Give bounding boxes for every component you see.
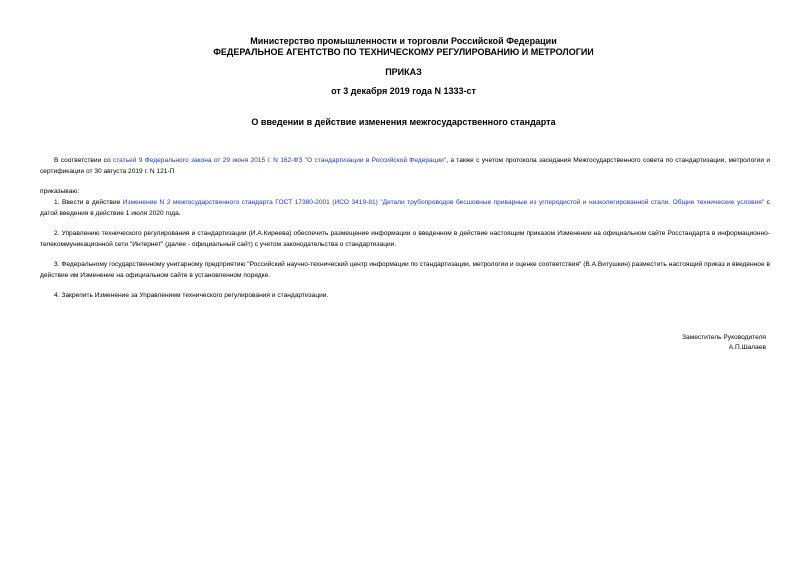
item-1-prefix: 1. Ввести в действие (54, 199, 123, 206)
document-type: ПРИКАЗ (385, 67, 422, 77)
preamble-text-after: , а также с учетом протокола заседания Межгосударственного совета по стандартизации, метрологии и сертификации от 30 августа 2019 г. N 121-П (40, 157, 770, 175)
item-1-paragraph (40, 198, 770, 219)
preamble-text-before: В соответствии со (54, 157, 113, 164)
order-word: приказываю: (40, 188, 80, 195)
standard-amendment-link[interactable]: Изменение N 2 межгосударственного стандарта ГОСТ 17380-2001 (ИСО 3419-81) "Детали трубопроводов бесшовные приварные из углеродистой и низколегированной стали. Общие технические условия" (122, 199, 765, 206)
item-3-paragraph (40, 260, 770, 281)
signatory-name: А.П.Шалаев (728, 344, 766, 351)
item-1-suffix: с датой введения в действие 1 июля 2020 года. (40, 199, 770, 217)
item-4-paragraph (40, 291, 770, 302)
item-3-text: 3. Федеральному государственному унитарному предприятию "Российский научно-технический центр информации по стандартизации, метрологии и оценке соответствия" (В.А.Витушкин) разместить настоящий приказ и введенное в действие им Изменение на официальном сайте в установленном порядке. (40, 261, 770, 279)
item-4-text: 4. Закрепить Изменение за Управлением технического регулирования и стандартизации. (54, 292, 329, 299)
document-title: О введении в действие изменения межгосударственного стандарта (251, 117, 556, 127)
agency-heading: ФЕДЕРАЛЬНОЕ АГЕНТСТВО ПО ТЕХНИЧЕСКОМУ РЕГУЛИРОВАНИЮ И МЕТРОЛОГИИ (213, 47, 594, 57)
federal-law-link[interactable]: статьей 9 Федерального закона от 29 июня 2015 г. N 162-ФЗ "О стандартизации в Российской Федерации" (112, 157, 447, 164)
document-date-number: от 3 декабря 2019 года N 1333-ст (331, 86, 476, 96)
item-2-text: 2. Управлению технического регулирования и стандартизации (И.А.Киреева) обеспечить размещение информации о введенном в действие настоящим приказом Изменении на официальном сайте Росстандарта в информационно-телекоммуникационной сети "Интернет" (далее - официальный сайт) с учетом законодательства о стандартизации. (40, 230, 770, 248)
signatory-position: Заместитель Руководителя (682, 334, 766, 341)
preamble-paragraph (40, 156, 770, 177)
item-2-paragraph (40, 229, 770, 250)
ministry-heading: Министерство промышленности и торговли Российской Федерации (250, 36, 557, 46)
